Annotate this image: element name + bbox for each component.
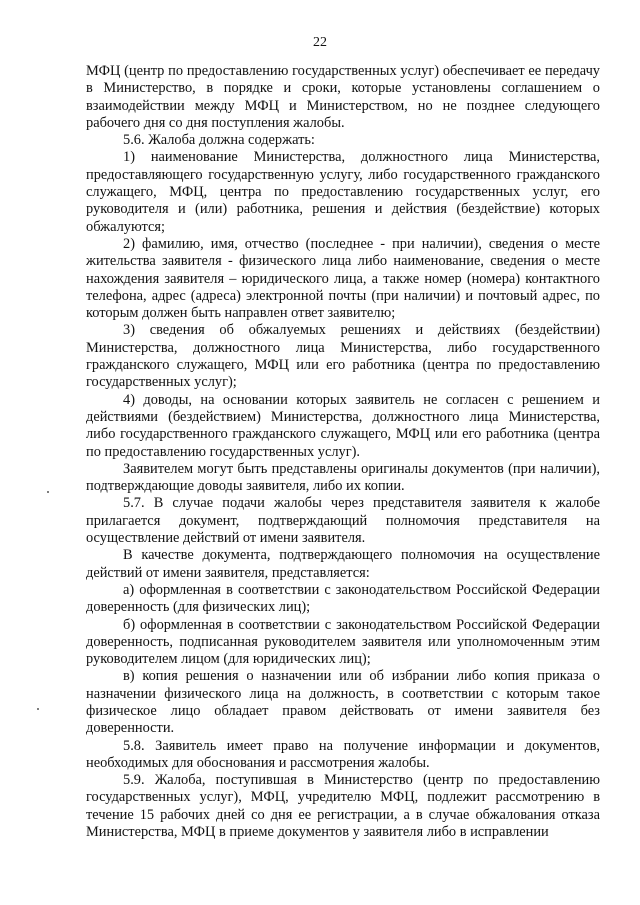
paragraph-originals: Заявителем могут быть представлены оригиналы документов (при наличии), подтверждающие доводы заявителя, либо их копии. [86,460,600,495]
scan-speck [37,708,39,710]
document-body [86,63,600,841]
paragraph-5-6-heading: 5.6. Жалоба должна содержать: [123,132,315,149]
paragraph-item-4: 4) доводы, на основании которых заявитель не согласен с решением и действиями (бездействием) Министерства, должностного лица Министерства, либо государственного гражданского служащего, МФЦ или его работника (центра по предоставлению государственных услуг). [86,391,600,460]
paragraph-5-7: 5.7. В случае подачи жалобы через представителя заявителя к жалобе прилагается документ, подтверждающий полномочия представителя на осуществление действий от имени заявителя. [86,495,600,547]
paragraph-item-2: 2) фамилию, имя, отчество (последнее - при наличии), сведения о месте жительства заявителя - физического лица либо наименование, сведения о месте нахождения заявителя – юридического лица, а также номер (номера) контактного телефона, адрес (адреса) электронной почты (при наличии) и почтовый адрес, по которым должен быть направлен ответ заявителю; [86,235,600,322]
paragraph-item-1: 1) наименование Министерства, должностного лица Министерства, предоставляющего государственную услугу, либо государственного гражданского служащего, МФЦ, центра по предоставлению государственных услуг, его руководителя и (или) работника, решения и действия (бездействие) которых обжалуются; [86,149,600,235]
paragraph-item-b: б) оформленная в соответствии с законодательством Российской Федерации доверенность, подписанная руководителем заявителя или уполномоченным этим руководителем лицом (для юридических лиц); [86,616,600,668]
page-number: 22 [313,35,327,50]
paragraph-5-8: 5.8. Заявитель имеет право на получение информации и документов, необходимых для обоснования и рассмотрения жалобы. [86,737,600,771]
paragraph-5-9: 5.9. Жалоба, поступившая в Министерство (центр по предоставлению государственных услуг), МФЦ, учредителю МФЦ, подлежит рассмотрению в течение 15 рабочих дней со дня ее регистрации, а в случае обжалования отказа Министерства, МФЦ в приеме документов у заявителя либо в исправлении [86,772,600,841]
paragraph-document-types: В качестве документа, подтверждающего полномочия на осуществление действий от имени заявителя, представляется: [86,547,600,581]
scan-speck [47,491,49,493]
paragraph-item-3: 3) сведения об обжалуемых решениях и действиях (бездействии) Министерства, должностного лица Министерства, либо государственного гражданского служащего, МФЦ или его работника (центра по предоставлению государственных услуг); [86,322,600,391]
paragraph-item-a: а) оформленная в соответствии с законодательством Российской Федерации доверенность (для физических лиц); [86,581,600,616]
paragraph-item-v: в) копия решения о назначении или об избрании либо копия приказа о назначении физического лица на должность, в соответствии с которым такое физическое лицо обладает правом действовать от имени заявителя без доверенности. [86,668,600,737]
paragraph-continuation: МФЦ (центр по предоставлению государственных услуг) обеспечивает ее передачу в Министерство, в порядке и сроки, которые установлены соглашением о взаимодействии между МФЦ и Министерством, но не позднее следующего рабочего дня со дня поступления жалобы. [86,63,600,131]
